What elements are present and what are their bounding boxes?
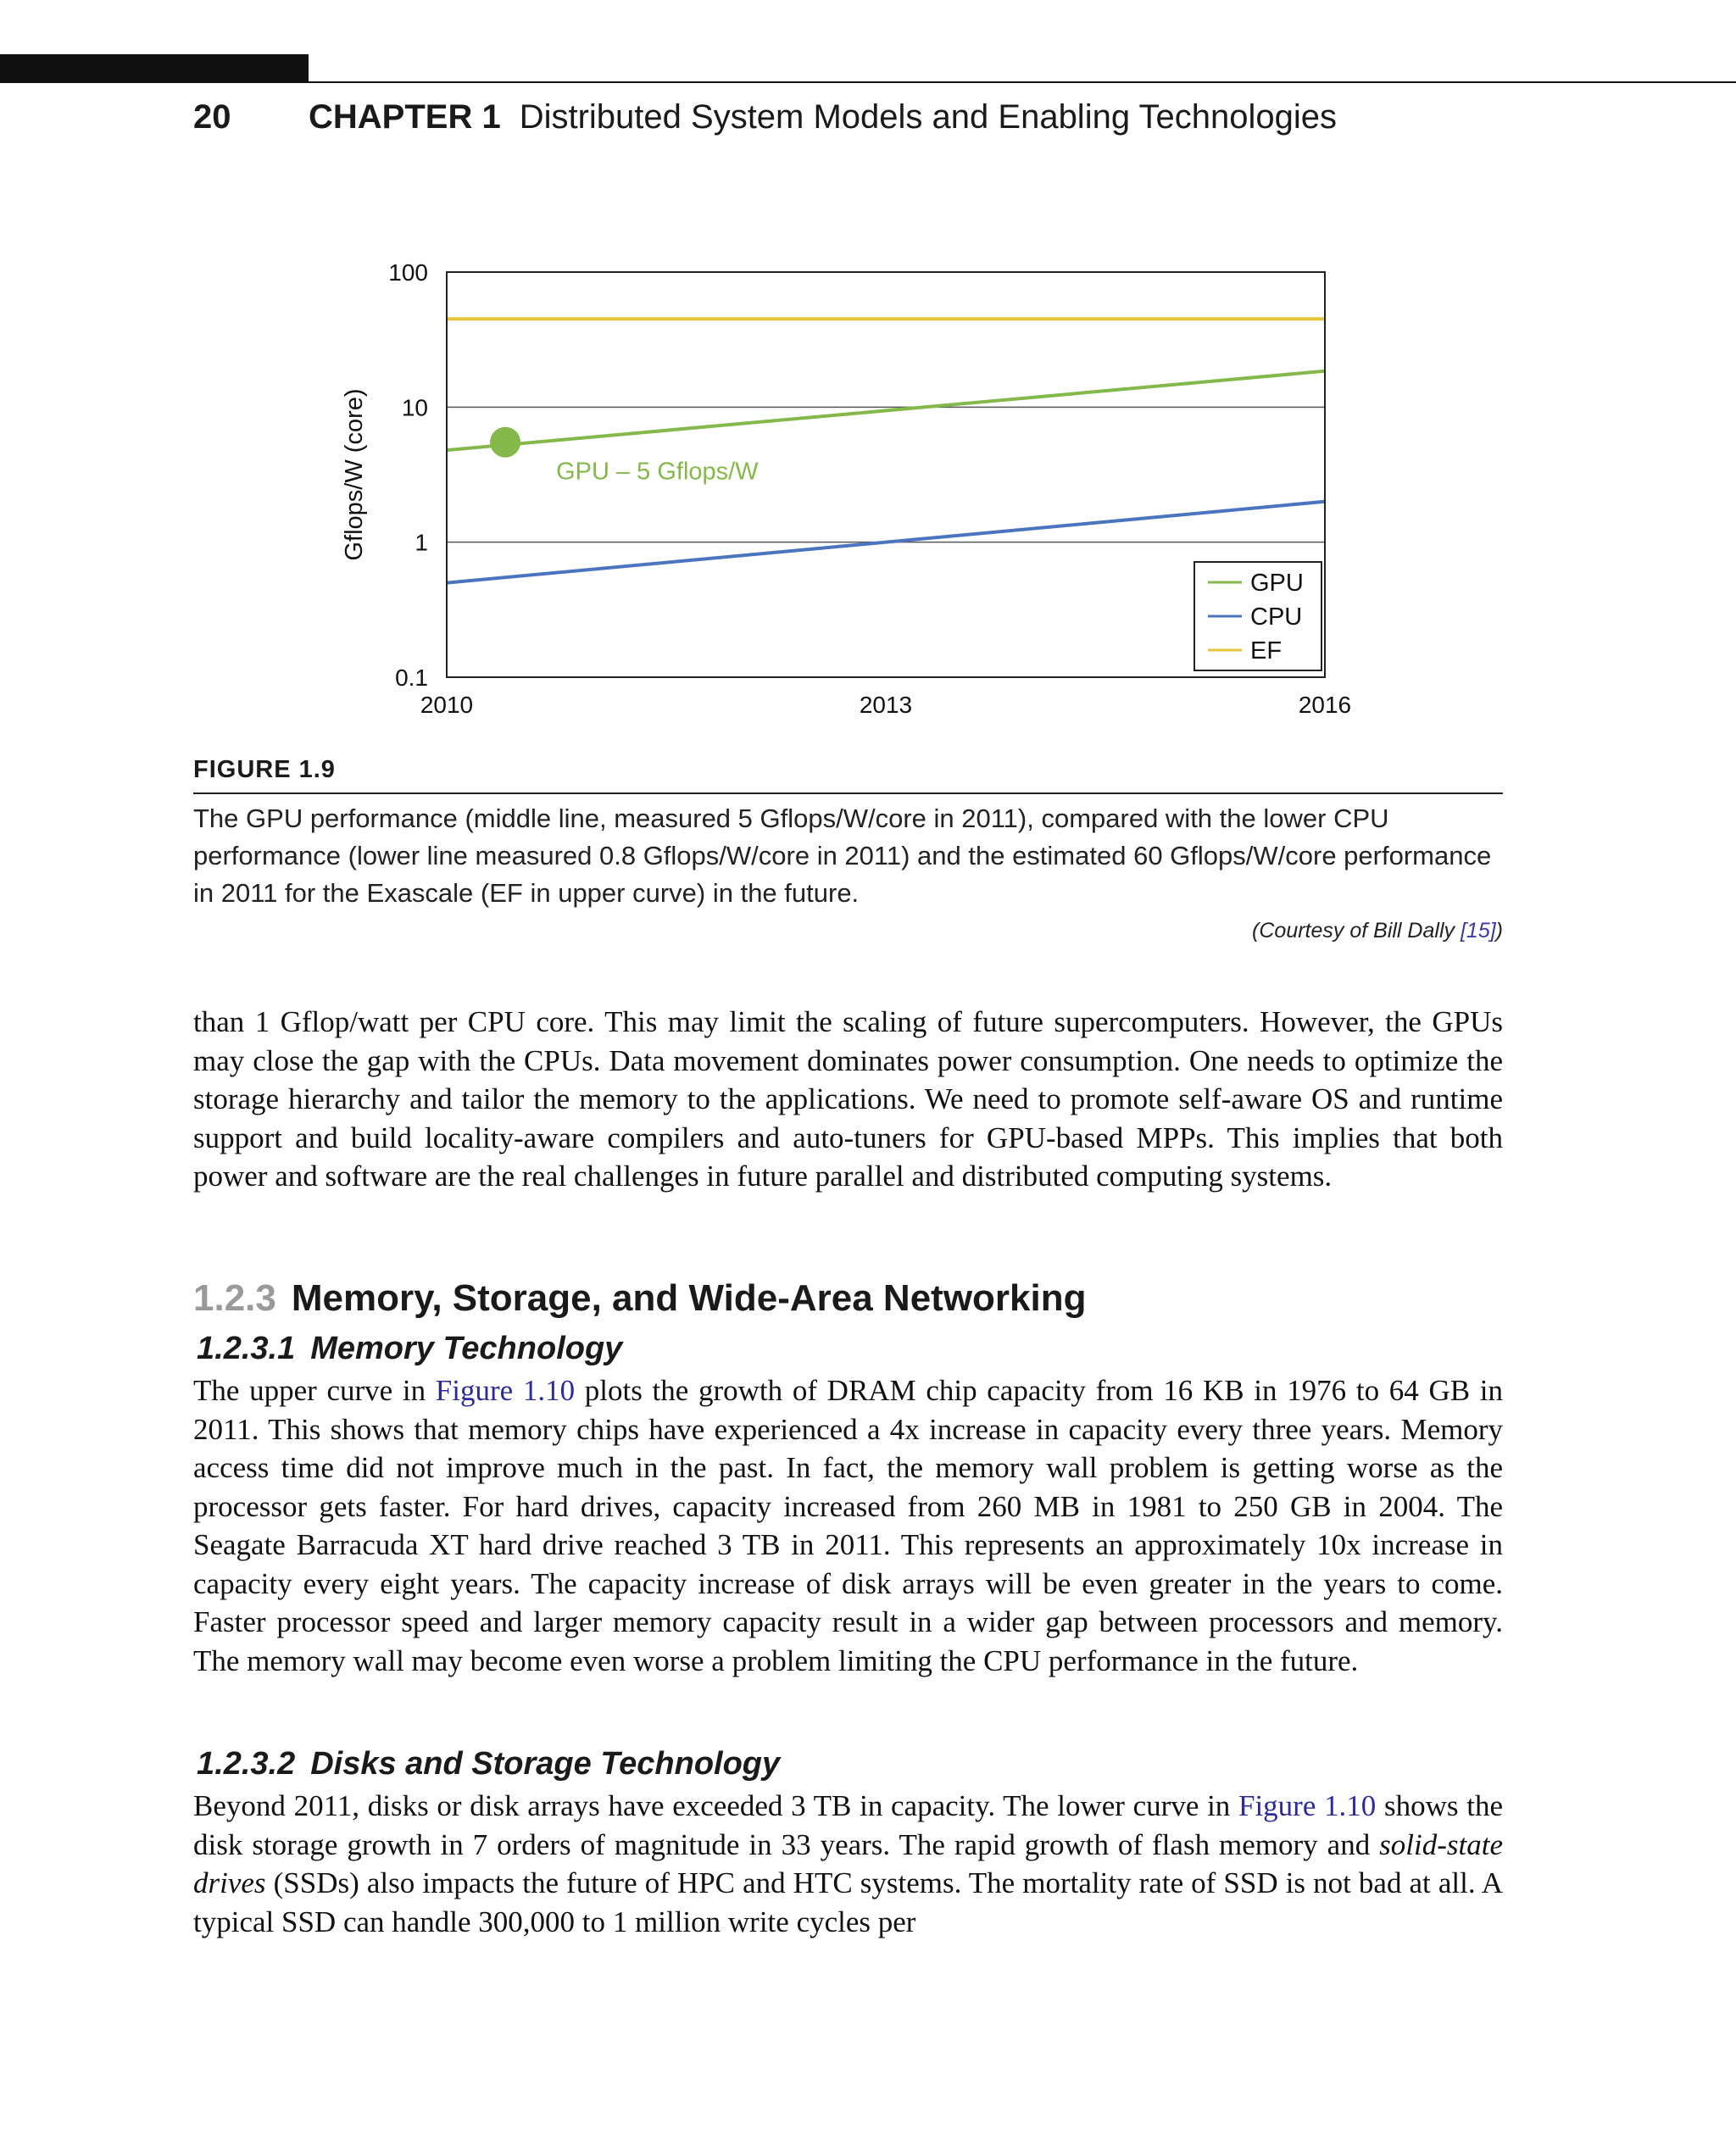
y-tick-label: 10 <box>401 394 428 421</box>
subsection-heading <box>197 1328 622 1369</box>
y-axis-label: Gflops/W (core) <box>341 388 368 561</box>
gpu-annotation-label: GPU – 5 Gflops/W <box>556 458 759 486</box>
x-tick-label: 2010 <box>420 692 474 718</box>
figure-reference-link[interactable]: Figure 1.10 <box>1238 1789 1377 1822</box>
chapter-label: CHAPTER 1 <box>309 98 501 136</box>
credit-text: Courtesy of Bill Dally <box>1259 919 1455 943</box>
paragraph-text: (SSDs) also impacts the future of HPC and HTC systems. The mortality rate of SSD is not bad at all. A typical SSD can handle 300,000 to 1 million write cycles per <box>193 1866 1503 1938</box>
running-header <box>193 95 1337 139</box>
figure-reference-link[interactable]: Figure 1.10 <box>435 1374 576 1407</box>
legend-label-cpu: CPU <box>1250 603 1303 631</box>
subsection-heading <box>197 1743 780 1784</box>
legend-label-ef: EF <box>1250 637 1283 665</box>
subsection-title: Memory Technology <box>310 1331 623 1366</box>
x-tick-label: 2016 <box>1298 692 1352 718</box>
figure-credit: (Courtesy of Bill Dally [15]) <box>1252 919 1503 943</box>
section-number: 1.2.3 <box>193 1277 276 1319</box>
section-heading <box>193 1275 1087 1322</box>
y-tick-label: 0.1 <box>395 665 428 691</box>
chapter-title: Distributed System Models and Enabling Technologies <box>519 98 1337 136</box>
body-paragraph <box>193 1787 1503 1941</box>
section-title: Memory, Storage, and Wide-Area Networking <box>291 1277 1087 1319</box>
paragraph-text: The upper curve in <box>193 1374 436 1407</box>
paragraph-text: Beyond 2011, disks or disk arrays have exceeded 3 TB in capacity. The lower curve in <box>193 1789 1238 1822</box>
header-rule <box>309 81 1736 83</box>
gpu-data-point <box>490 427 520 458</box>
body-paragraph <box>193 1371 1503 1680</box>
paragraph-text: shows the disk storage growth in 7 orders of magnitude in 33 years. The rapid growth of flash memory and <box>193 1789 1503 1861</box>
subsection-number: 1.2.3.1 <box>197 1331 296 1366</box>
credit-citation-link[interactable]: [15] <box>1460 919 1496 943</box>
y-tick-label: 1 <box>415 529 428 556</box>
series-line-gpu <box>447 371 1325 450</box>
x-tick-label: 2013 <box>859 692 913 718</box>
italic-term: solid-state drives <box>193 1827 1503 1899</box>
subsection-title: Disks and Storage Technology <box>310 1746 781 1782</box>
figure-caption: The GPU performance (middle line, measured 5 Gflops/W/core in 2011), compared with the lower CPU performance (lower line measured 0.8 Gflops/W/core in 2011) and the estimated 60 Gflops/W/core performance in 2011 for the Exascale (EF in upper curve) in the future. <box>193 804 1492 908</box>
body-paragraph: than 1 Gflop/watt per CPU core. This may limit the scaling of future supercomputers. However, the GPUs may close the gap with the CPUs. Data movement dominates power consumption. One needs to optimize the storage hierarchy and tailor the memory to the applications. We need to promote self-aware OS and runtime support and build locality-aware compilers and auto-tuners for GPU-based MPPs. This implies that both power and software are the real challenges in future parallel and distributed computing systems. <box>193 1005 1503 1193</box>
gpu-cpu-efficiency-chart <box>331 246 1382 737</box>
header-bar <box>0 54 309 83</box>
figure-rule <box>193 792 1503 794</box>
subsection-number: 1.2.3.2 <box>197 1746 296 1782</box>
y-tick-label: 100 <box>388 259 428 286</box>
figure-label: FIGURE 1.9 <box>193 756 336 783</box>
page-number: 20 <box>193 98 231 136</box>
legend-label-gpu: GPU <box>1250 570 1304 597</box>
paragraph-text: plots the growth of DRAM chip capacity from 16 KB in 1976 to 64 GB in 2011. This shows that memory chips have experienced a 4x increase in capacity every three years. Memory access time did not improve much in the past. In fact, the memory wall problem is getting worse as the processor gets faster. For hard drives, capacity increased from 260 MB in 1981 to 250 GB in 2004. The Seagate Barracuda XT hard drive reached 3 TB in 2011. This represents an approximately 10x increase in capacity every eight years. The capacity increase of disk arrays will be even greater in the years to come. Faster processor speed and larger memory capacity result in a wider gap between processors and memory. The memory wall may become even worse a problem limiting the CPU performance in the future. <box>193 1374 1503 1677</box>
